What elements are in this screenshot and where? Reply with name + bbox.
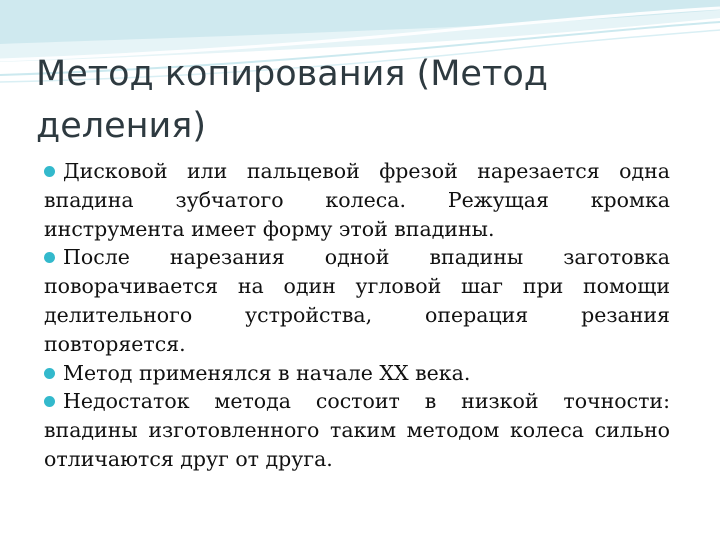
bullet-icon <box>44 166 55 177</box>
list-item <box>44 387 670 473</box>
list-item <box>44 243 670 358</box>
bullet-text: Дисковой или пальцевой фрезой нарезается одна впадина зубчатого колеса. Режущая кромка инструмента имеет форму этой впадины. <box>44 159 670 241</box>
bullet-icon <box>44 396 55 407</box>
bullet-text: Метод применялся в начале XX века. <box>63 360 471 385</box>
bullet-text: После нарезания одной впадины заготовка поворачивается на один угловой шаг при помощи делительного устройства, операция резания повторяется. <box>44 245 670 356</box>
bullet-text: Недостаток метода состоит в низкой точности: впадины изготовленного таким методом колеса сильно отличаются друг от друга. <box>44 389 670 471</box>
list-item <box>44 157 670 243</box>
slide-title: Метод копирования (Метод деления) <box>36 54 548 146</box>
list-item <box>44 359 670 388</box>
bullet-list <box>44 157 670 474</box>
bullet-icon <box>44 368 55 379</box>
bullet-icon <box>44 252 55 263</box>
